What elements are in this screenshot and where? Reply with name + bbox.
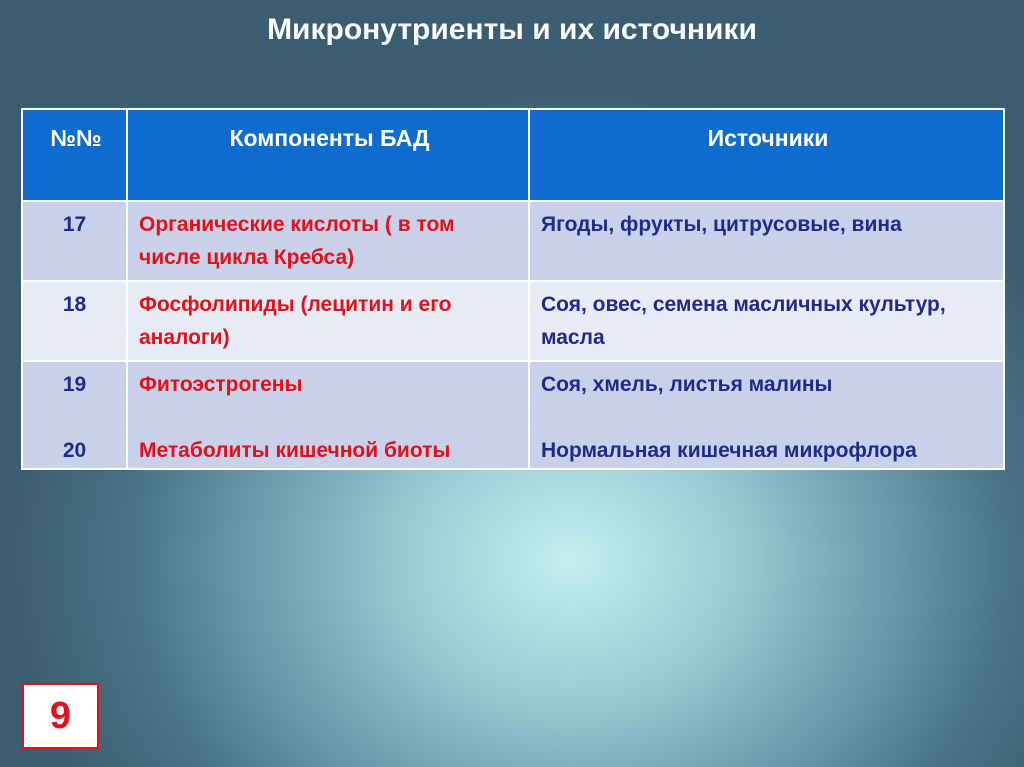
page-number-badge: 9	[22, 683, 99, 749]
row-component: Метаболиты кишечной биоты	[139, 439, 451, 462]
row-component: Фосфолипиды (лецитин и его аналоги)	[127, 281, 529, 361]
row-number: 17	[22, 201, 127, 281]
row-number: 20	[62, 439, 87, 462]
row-source: Соя, хмель, листья малины	[541, 373, 833, 396]
header-number: №№	[22, 109, 127, 201]
sources-table	[21, 108, 1005, 470]
row-number: 19	[62, 373, 87, 396]
cell-spacer	[139, 401, 520, 434]
cell-spacer	[541, 401, 995, 434]
row-source: Соя, овес, семена масличных культур, масла	[529, 281, 1004, 361]
table-row	[22, 361, 1004, 469]
cell-spacer	[27, 401, 122, 434]
row-component: Органические кислоты ( в том числе цикла Кребса)	[127, 201, 529, 281]
table-header-row	[22, 109, 1004, 201]
row-source: Нормальная кишечная микрофлора	[541, 439, 917, 462]
row-number: 18	[22, 281, 127, 361]
row-source: Ягоды, фрукты, цитрусовые, вина	[529, 201, 1004, 281]
header-components: Компоненты БАД	[127, 109, 529, 201]
table-row	[22, 201, 1004, 281]
row-source-cell	[529, 361, 1004, 469]
row-number-cell	[22, 361, 127, 469]
table-row	[22, 281, 1004, 361]
slide-title: Микронутриенты и их источники	[267, 13, 757, 46]
row-component-cell	[127, 361, 529, 469]
header-sources: Источники	[529, 109, 1004, 201]
row-component: Фитоэстрогены	[139, 373, 303, 396]
